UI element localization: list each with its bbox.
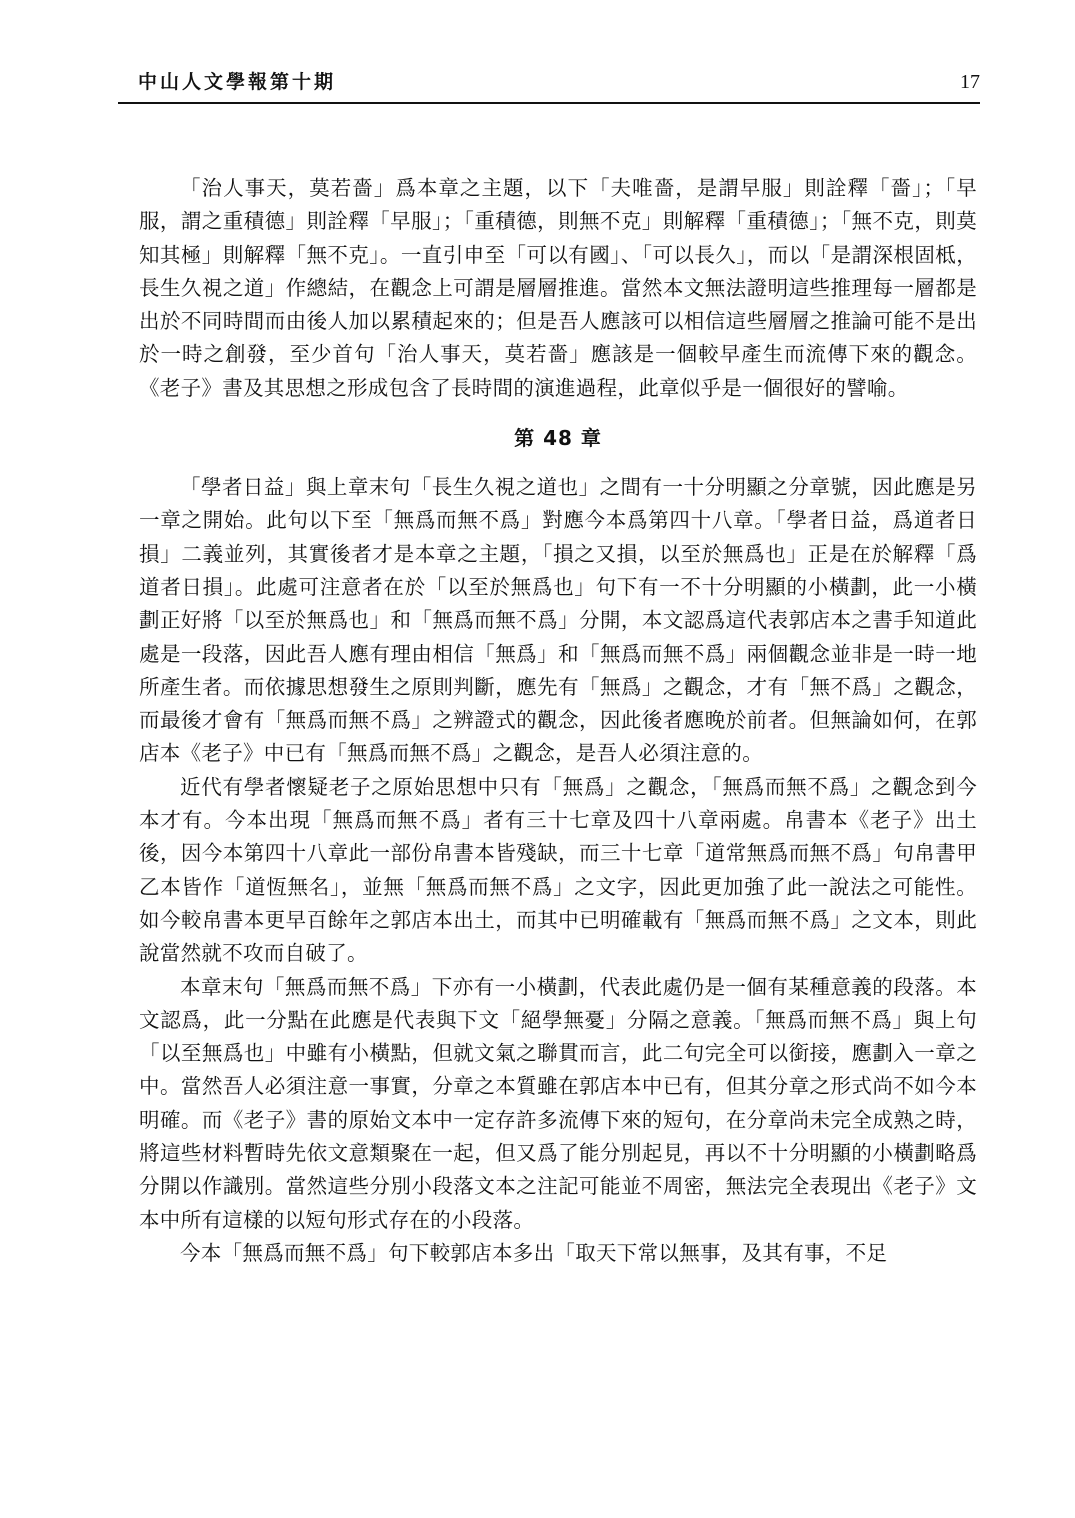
- paragraph: 近代有學者懷疑老子之原始思想中只有「無爲」之觀念，「無爲而無不爲」之觀念到今本才有。今本出現「無爲而無不爲」者有三十七章及四十八章兩處。帛書本《老子》出土後，因今本第四十八章此一部份帛書本皆殘缺，而三十七章「道常無爲而無不爲」句帛書甲乙本皆作「道恆無名」，並無「無爲而無不爲」之文字，因此更加強了此一說法之可能性。如今較帛書本更早百餘年之郭店本出土，而其中已明確載有「無爲而無不爲」之文本，則此說當然就不攻而自破了。: [139, 774, 977, 966]
- header-rule: [118, 102, 980, 104]
- journal-title: 中山人文學報第十期: [138, 71, 337, 93]
- page-number: 17: [960, 71, 980, 93]
- paragraph: 「治人事天，莫若嗇」爲本章之主題，以下「夫唯嗇，是謂早服」則詮釋「嗇」；「早服，謂之重積德」則詮釋「早服」；「重積德，則無不克」則解釋「重積德」；「無不克，則莫知其極」則解釋「無不克」。一直引申至「可以有國」、「可以長久」，而以「是謂深根固柢，長生久視之道」作總結，在觀念上可謂是層層推進。當然本文無法證明這些推理每一層都是出於不同時間而由後人加以累積起來的；但是吾人應該可以相信這些層層之推論可能不是出於一時之創發，至少首句「治人事天，莫若嗇」應該是一個較早產生而流傳下來的觀念。《老子》書及其思想之形成包含了長時間的演進過程，此章似乎是一個很好的譬喻。: [139, 176, 977, 400]
- section-heading: 第 48 章: [514, 426, 602, 451]
- paragraph: 今本「無爲而無不爲」句下較郭店本多出「取天下常以無事，及其有事，不足: [180, 1240, 888, 1265]
- paragraph: 「學者日益」與上章末句「長生久視之道也」之間有一十分明顯之分章號，因此應是另一章之開始。此句以下至「無爲而無不爲」對應今本爲第四十八章。「學者日益，爲道者日損」二義並列，其實後者才是本章之主題，「損之又損，以至於無爲也」正是在於解釋「爲道者日損」。此處可注意者在於「以至於無爲也」句下有一不十分明顯的小橫劃，此一小橫劃正好將「以至於無爲也」和「無爲而無不爲」分開，本文認爲這代表郭店本之書手知道此處是一段落，因此吾人應有理由相信「無爲」和「無爲而無不爲」兩個觀念並非是一時一地所產生者。而依據思想發生之原則判斷，應先有「無爲」之觀念，才有「無不爲」之觀念，而最後才會有「無爲而無不爲」之辨證式的觀念，因此後者應晚於前者。但無論如何，在郭店本《老子》中已有「無爲而無不爲」之觀念，是吾人必須注意的。: [139, 475, 977, 766]
- body-text: [139, 172, 977, 1270]
- running-head: [118, 68, 980, 102]
- paragraph: 本章末句「無爲而無不爲」下亦有一小橫劃，代表此處仍是一個有某種意義的段落。本文認爲，此一分點在此應是代表與下文「絕學無憂」分隔之意義。「無爲而無不爲」與上句「以至無爲也」中雖有小橫點，但就文氣之聯貫而言，此二句完全可以銜接，應劃入一章之中。當然吾人必須注意一事實，分章之本質雖在郭店本中已有，但其分章之形式尚不如今本明確。而《老子》書的原始文本中一定存許多流傳下來的短句，在分章尚未完全成熟之時，將這些材料暫時先依文意類聚在一起，但又爲了能分別起見，再以不十分明顯的小橫劃略爲分開以作識別。當然這些分別小段落文本之注記可能並不周密，無法完全表現出《老子》文本中所有這樣的以短句形式存在的小段落。: [139, 974, 977, 1232]
